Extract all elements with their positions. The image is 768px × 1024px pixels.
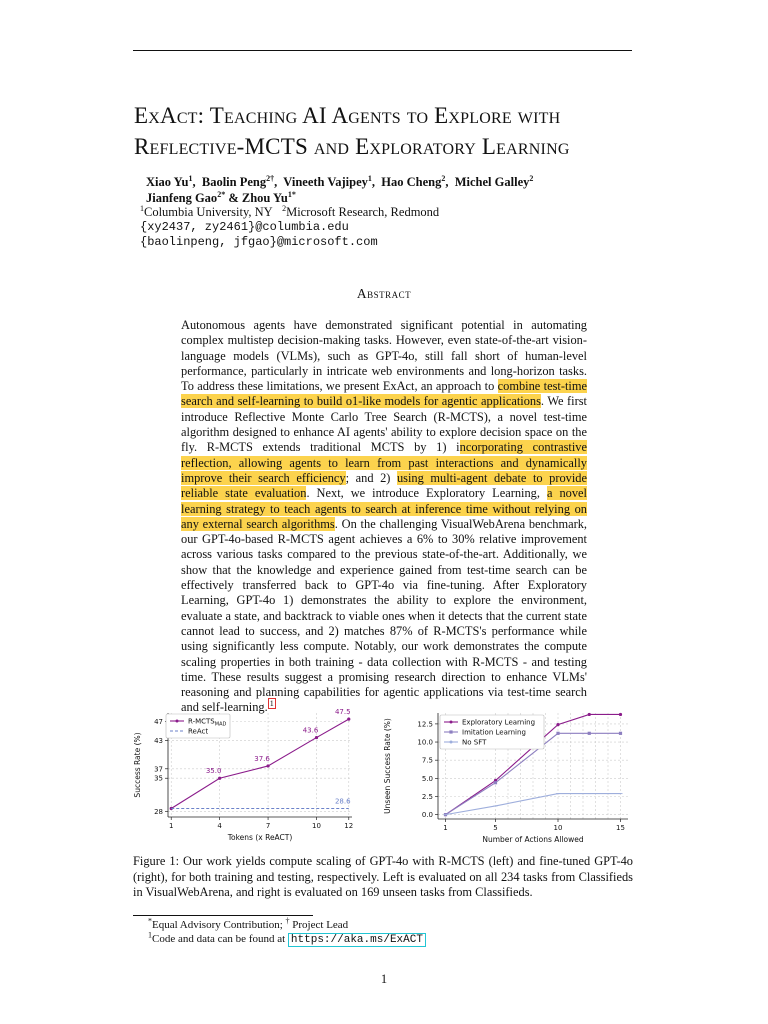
y-axis-label: Success Rate (%): [133, 732, 142, 798]
legend-marker: [176, 720, 179, 723]
y-tick-label: 12.5: [417, 720, 433, 729]
x-tick-label: 10: [312, 822, 321, 830]
email-line-2: {baolinpeng, jfgao}@microsoft.com: [140, 235, 378, 249]
footnote-ref-link[interactable]: 1: [269, 699, 274, 709]
title-line-1: ExAct: Teaching AI Agents to Explore with: [134, 103, 561, 128]
author: Jianfeng Gao: [146, 191, 218, 205]
data-point: [315, 736, 318, 739]
highlight: using multi-agent debate to provide reliable state evaluation: [181, 470, 587, 501]
data-point: [556, 732, 559, 735]
y-tick-label: 10.0: [417, 738, 433, 747]
email-line-1: {xy2437, zy2461}@columbia.edu: [140, 220, 349, 234]
x-tick-label: 1: [443, 824, 448, 832]
chart-left: [130, 705, 370, 845]
data-point: [588, 713, 591, 716]
y-tick-label: 37: [154, 765, 163, 774]
data-point: [218, 777, 221, 780]
figure-caption: Figure 1: Our work yields compute scaling of GPT-4o with R-MCTS (left) and fine-tuned GPT-4o (right), for both training and testing, respectively. Left is evaluated on all 234 tasks from Classifieds in VisualWebArena, and right is evaluated on 169 unseen tasks from Classifieds.: [133, 854, 633, 899]
highlight: combine test-time search and self-learning to build o1-like models for agentic applications: [181, 379, 587, 409]
y-tick-label: 5.0: [421, 774, 433, 783]
y-tick-label: 47: [154, 718, 163, 727]
data-label: 43.6: [302, 726, 319, 735]
x-tick-label: 4: [217, 822, 222, 830]
x-tick-label: 12: [344, 822, 354, 830]
x-tick-label: 10: [553, 824, 563, 832]
data-point: [588, 732, 591, 735]
data-point: [619, 713, 622, 716]
legend-marker: [450, 721, 453, 724]
y-tick-label: 43: [154, 736, 163, 745]
x-tick-label: 15: [616, 824, 625, 832]
author: Hao Cheng: [381, 175, 442, 189]
y-tick-label: 35: [154, 774, 163, 783]
legend-label: Imitation Learning: [462, 728, 526, 737]
legend-marker: [449, 730, 452, 733]
author: Baolin Peng: [201, 175, 267, 189]
highlight: a novel learning strategy to teach agents to search at inference time without relying on any external search algorithms: [181, 486, 587, 531]
legend-label: Exploratory Learning: [462, 718, 536, 727]
data-label: 35.0: [205, 767, 222, 776]
x-tick-label: 1: [168, 822, 174, 830]
data-point: [619, 732, 622, 735]
author-list: Xiao Yu$^1$, Baolin Peng$^{2\dagger}$, Vineeth Vajipey$^1$, Hao Cheng$^2$, Michel Galley$^2$ Jianfeng Gao$^{2*}$ & Zhou $Yu^{1*}$: [146, 173, 534, 205]
legend-label: No SFT: [462, 738, 487, 747]
x-tick-label: 5: [493, 824, 498, 832]
y-tick-label: 7.5: [421, 756, 433, 765]
code-link[interactable]: https://aka.ms/ExACT: [288, 933, 426, 947]
title-line-2: Reflective-MCTS and Exploratory Learning: [134, 134, 570, 159]
footnotes: *Equal Advisory Contribution; † Project Lead $^1$Code and data can be found at https://aka.ms/ExACT: [148, 918, 426, 947]
legend-marker: [450, 741, 453, 744]
data-point: [347, 718, 350, 721]
y-tick-label: 0.0: [421, 811, 433, 820]
top-rule: [133, 50, 632, 51]
data-point: [266, 764, 269, 767]
author: Xiao Yu: [146, 175, 189, 189]
author: Vineeth Vajipey: [283, 175, 368, 189]
x-tick-label: 7: [265, 822, 271, 830]
author: Michel Galley: [454, 175, 530, 189]
chart-right: [380, 705, 640, 845]
data-label: 37.6: [254, 754, 270, 763]
figure-1: [130, 705, 640, 845]
highlight: ncorporating contrastive reflection, allowing agents to learn from past interactions and dynamically improve their search efficiency: [181, 440, 587, 485]
data-label: 28.6: [334, 797, 351, 806]
author: Zhou Yu: [241, 191, 288, 205]
data-point: [556, 723, 559, 726]
legend-label: $R-MCTS_{MAD}$: [188, 717, 227, 728]
y-axis-label: Unseen Success Rate (%): [383, 718, 392, 814]
y-tick-label: 2.5: [421, 792, 433, 801]
y-tick-label: 28: [154, 807, 163, 816]
abstract-body: Autonomous agents have demonstrated significant potential in automating complex multistep decision-making tasks. However, even state-of-the-art vision-language models (VLMs), such as GPT-4o, still fall short of human-level performance, particularly in intricate web environments and long-horizon tasks. To address these limitations, we present ExAct, an approach to combine test-time search and self-learning to build o1-like models for agentic applications. We first introduce Reflective Monte Carlo Tree Search (R-MCTS), a novel test-time algorithm designed to enhance AI agents' ability to explore decision space on the fly. R-MCTS extends traditional MCTS by 1) incorporating contrastive reflection, allowing agents to learn from past interactions and dynamically improve their search efficiency; and 2) using multi-agent debate to provide reliable state evaluation. Next, we introduce Exploratory Learning, a novel learning strategy to teach agents to search at inference time without relying on any external search algorithms. On the challenging VisualWebArena benchmark, our GPT-4o-based R-MCTS agent achieves a 6% to 30% relative improvement across various tasks compared to the previous state-of-the-art. Additionally, we show that the knowledge and experience gained from test-time search can be effectively transferred back to GPT-4o via fine-tuning. After Exploratory Learning, GPT-4o 1) demonstrates the ability to explore the environment, evaluate a state, and backtrack to viable ones when it detects that the current state cannot lead to success, and 2) matches 87% of R-MCTS's performance while using significantly less compute. Notably, our work demonstrates the compute scaling properties in both training - data collection with R-MCTS - and testing time. These results suggest a promising research direction to enhance VLMs' reasoning and planning capabilities for agentic applications via test-time search and self-learning. $^1$: [181, 318, 588, 715]
affiliations: $^1$Columbia University, NY $^2$Microsoft Research, Redmond: [140, 203, 440, 219]
paper-title: [134, 100, 654, 162]
data-label: 47.5: [334, 708, 351, 717]
x-axis-label: Tokens (x ReACT): [227, 833, 293, 842]
data-point: [494, 781, 497, 784]
page-number: 1: [380, 972, 388, 986]
abstract-heading: Abstract: [356, 286, 412, 301]
x-axis-label: Number of Actions Allowed: [482, 835, 584, 844]
legend-label: ReAct: [188, 727, 209, 736]
